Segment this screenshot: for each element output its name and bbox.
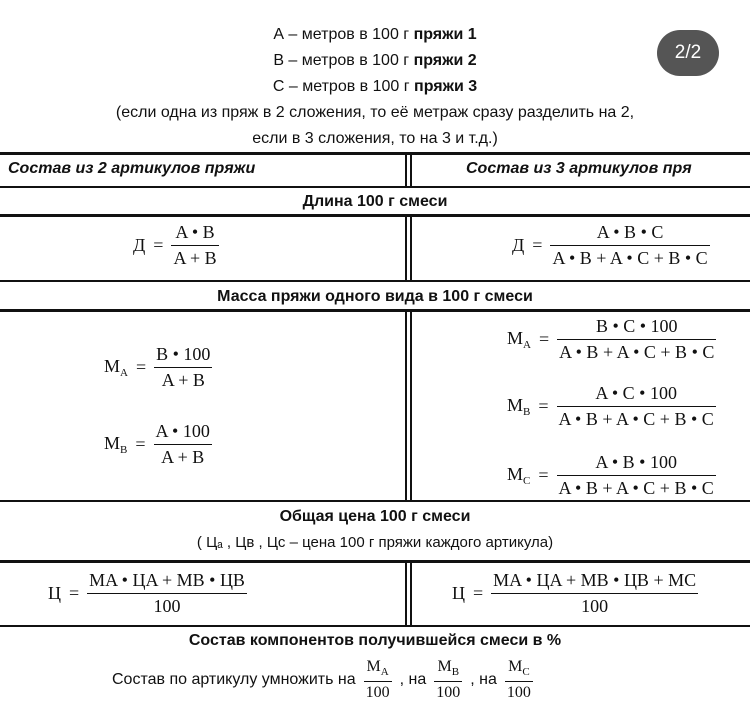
fraction-bar — [171, 245, 218, 246]
mass-c-symbol: $М_С$ — [507, 463, 531, 487]
equals-sign: = — [538, 464, 549, 485]
length-formula-2 — [133, 222, 219, 268]
legend-note-1: (если одна из пряж в 2 сложения, то её метраж сразу разделить на 2, — [115, 104, 635, 121]
legend-c-text: С – метров в 100 г — [272, 78, 415, 95]
fraction-bar — [154, 444, 212, 445]
column-divider — [410, 563, 412, 625]
numerator: MA • ЦA + MB • ЦB — [89, 570, 245, 590]
numerator: B • C • 100 — [595, 316, 678, 336]
length-formula-3 — [512, 222, 710, 268]
fraction — [171, 222, 218, 268]
equals-sign: = — [69, 582, 80, 603]
right-column-header: Состав из 3 артикулов пря — [466, 160, 692, 177]
legend-a-text: А – метров в 100 г — [273, 26, 414, 43]
price-symbol: Ц — [452, 582, 465, 603]
numerator: A • B • 100 — [595, 452, 677, 472]
column-divider — [410, 312, 412, 500]
column-divider — [410, 155, 412, 186]
fraction-bar — [434, 681, 462, 682]
mass-a-symbol: $М_А$ — [507, 327, 531, 351]
equals-sign: = — [532, 234, 543, 255]
equals-sign: = — [135, 356, 147, 377]
denominator: 100 — [506, 683, 531, 701]
fraction-bar — [364, 681, 392, 682]
denominator: 100 — [581, 595, 609, 616]
numerator: A • 100 — [155, 421, 210, 441]
composition-prefix: Состав по артикулу умножить на — [112, 671, 356, 689]
section-composition-title: Состав компонентов получившейся смеси в % — [188, 632, 562, 649]
equals-sign: = — [538, 395, 549, 416]
fraction-bar — [550, 245, 709, 246]
numerator: $М_А$ — [366, 658, 389, 678]
legend-note-2: если в 3 сложения, то на 3 и т.д.) — [252, 130, 498, 147]
numerator: A • C • 100 — [595, 383, 677, 403]
column-divider — [405, 563, 407, 625]
mass-a-symbol: $М_А$ — [104, 355, 128, 379]
divider — [0, 186, 750, 188]
denominator: A • B + A • C + B • C — [558, 408, 714, 429]
price-symbol: Ц — [48, 582, 61, 603]
legend-line-a — [0, 26, 750, 44]
legend-line-b — [0, 52, 750, 70]
column-divider — [405, 155, 407, 186]
denominator: A + B — [173, 247, 217, 268]
equals-sign: = — [538, 328, 550, 349]
denominator: A + B — [161, 446, 205, 467]
numerator: A • B • C — [596, 222, 664, 242]
numerator: $М_В$ — [437, 658, 460, 678]
denominator: A • B + A • C + B • C — [559, 341, 715, 362]
legend-c-bold: пряжи 3 — [414, 78, 478, 95]
denominator: A • B + A • C + B • C — [552, 247, 708, 268]
fraction-bar — [87, 593, 247, 594]
composition-separator: , на — [399, 671, 427, 689]
denominator: 100 — [436, 683, 461, 701]
equals-sign: = — [473, 582, 484, 603]
fraction-bar — [557, 475, 716, 476]
fraction — [557, 316, 716, 362]
fraction-bar — [557, 406, 716, 407]
price-formula-2 — [48, 570, 247, 616]
fraction-bar — [154, 367, 212, 368]
fraction-mc — [505, 658, 533, 702]
mass-a-formula-3 — [507, 316, 716, 362]
legend-line-c — [0, 78, 750, 96]
mass-c-formula-3 — [507, 452, 716, 498]
composition-instruction — [112, 658, 533, 702]
fraction — [557, 452, 716, 498]
left-column-header: Состав из 2 артикулов пряжи — [8, 160, 256, 177]
divider — [0, 280, 750, 282]
mass-a-formula-2 — [104, 344, 212, 390]
composition-separator: , на — [470, 671, 497, 689]
equals-sign: = — [153, 234, 164, 255]
column-divider — [410, 217, 412, 280]
divider — [0, 152, 750, 155]
divider — [0, 625, 750, 627]
column-divider — [405, 312, 407, 500]
numerator: $М_С$ — [508, 658, 530, 678]
denominator: A • B + A • C + B • C — [558, 477, 714, 498]
fraction — [550, 222, 709, 268]
section-length-title: Длина 100 г смеси — [302, 193, 448, 210]
divider — [0, 214, 750, 217]
legend-b-bold: пряжи 2 — [413, 52, 477, 69]
section-mass-title: Масса пряжи одного вида в 100 г смеси — [217, 288, 533, 305]
equals-sign: = — [135, 433, 146, 454]
length-symbol: Д — [133, 234, 146, 255]
numerator: A • B — [175, 222, 215, 242]
fraction — [491, 570, 698, 616]
legend-b-text: В – метров в 100 г — [273, 52, 414, 69]
column-divider — [405, 217, 407, 280]
price-formula-3 — [452, 570, 698, 616]
numerator: B • 100 — [156, 344, 211, 364]
page-counter-badge: 2/2 — [657, 30, 719, 76]
denominator: 100 — [365, 683, 390, 701]
mass-b-formula-3 — [507, 383, 716, 429]
mass-b-formula-2 — [104, 421, 212, 467]
mass-b-symbol: $М_В$ — [104, 432, 128, 456]
denominator: A + B — [161, 369, 205, 390]
divider — [0, 500, 750, 502]
fraction — [87, 570, 247, 616]
fraction-bar — [505, 681, 533, 682]
fraction-bar — [491, 593, 698, 594]
divider — [0, 309, 750, 312]
numerator: MA • ЦA + MB • ЦB + MC — [493, 570, 697, 590]
length-symbol: Д — [512, 234, 525, 255]
fraction-ma — [364, 658, 392, 702]
fraction — [154, 421, 212, 467]
price-note: ( Цₐ , Цв , Цс – цена 100 г пряжи каждого артикула) — [196, 534, 554, 551]
fraction — [557, 383, 716, 429]
section-price-title: Общая цена 100 г смеси — [279, 508, 471, 525]
divider — [0, 560, 750, 563]
fraction — [154, 344, 212, 390]
fraction-bar — [557, 339, 716, 340]
mass-b-symbol: $М_В$ — [507, 394, 531, 418]
fraction-mb — [434, 658, 462, 702]
denominator: 100 — [153, 595, 181, 616]
legend-a-bold: пряжи 1 — [413, 26, 477, 43]
